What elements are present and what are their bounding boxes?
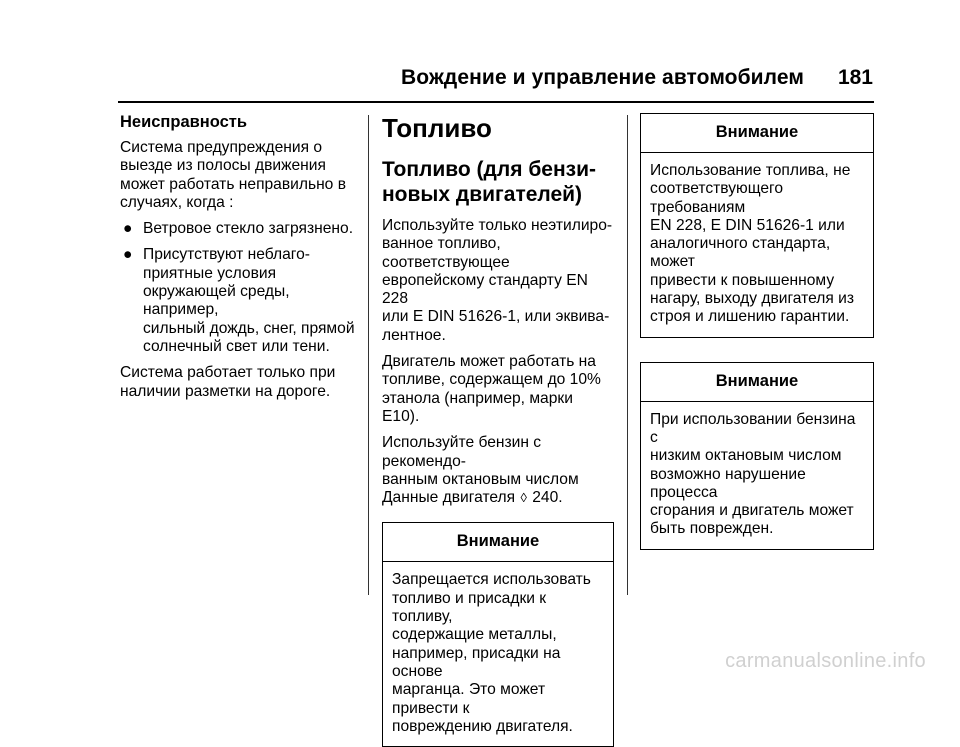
warning-title: Внимание bbox=[383, 523, 613, 562]
malfunction-outro: Система работает только при наличии разметки на дороге. bbox=[120, 364, 336, 400]
warning-text: Запрещается использовать топливо и присадки к топливу, содержащие металлы, например, присадки на основе марганца. Это может привести к повреждению двигателя. bbox=[392, 571, 591, 735]
warning-text: Использование топлива, не соответствующего требованиям EN 228, E DIN 51626-1 или аналогичного стандарта, может привести к повышенному нагару, выходу двигателя из строя и лишению гарантии. bbox=[650, 162, 854, 326]
fuel-paragraph-2: Двигатель может работать на топливе, содержащем до 10% этанола (например, марки E10). bbox=[382, 353, 601, 425]
header-rule bbox=[118, 101, 874, 103]
section-heading-malfunction: Неисправность bbox=[120, 113, 248, 131]
page-number: 181 bbox=[837, 66, 873, 89]
bullet-icon: ● bbox=[123, 220, 133, 238]
warning-box-metal-additives bbox=[382, 522, 614, 747]
column-malfunction bbox=[120, 113, 360, 409]
fuel-paragraph-1: Используйте только неэтилиро- ванное топливо, соответствующее европейскому стандарту EN 228 или E DIN 51626-1, или эквива- лентное. bbox=[382, 217, 613, 344]
section-title-fuel: Топливо bbox=[382, 113, 492, 143]
list-item: ● Присутствуют неблаго- приятные условия окружающей среды, например, сильный дождь, снег, прямой солнечный свет или тени. bbox=[123, 246, 355, 355]
header-title: Вождение и управление автомобилем bbox=[401, 66, 804, 89]
malfunction-intro: Система предупреждения о выезде из полосы движения может работать неправильно в случаях, когда : bbox=[120, 139, 346, 211]
bullet-icon: ● bbox=[123, 246, 133, 264]
subsection-title-petrol: Топливо (для бензи- новых двигателей) bbox=[382, 158, 596, 206]
column-warnings bbox=[640, 113, 874, 550]
column-divider-1 bbox=[368, 115, 369, 595]
warning-title: Внимание bbox=[641, 114, 873, 153]
warning-text: При использовании бензина с низким октановым числом возможно нарушение процесса сгорания и двигатель может быть поврежден. bbox=[650, 410, 856, 538]
column-fuel bbox=[382, 113, 614, 747]
warning-title: Внимание bbox=[641, 363, 873, 402]
engine-data-link[interactable]: Данные двигателя ◊ 240 bbox=[382, 489, 559, 507]
warning-box-low-octane bbox=[640, 362, 874, 550]
fuel-paragraph-3: Используйте бензин с рекомендо- ванным октановым числом Данные двигателя ◊ 240. bbox=[382, 434, 579, 507]
watermark: carmanualsonline.info bbox=[725, 650, 926, 672]
warning-box-fuel-standard bbox=[640, 113, 874, 338]
page-reference-icon: ◊ bbox=[520, 490, 527, 506]
list-item: ● Ветровое стекло загрязнено. bbox=[123, 220, 354, 238]
column-divider-2 bbox=[627, 115, 628, 595]
